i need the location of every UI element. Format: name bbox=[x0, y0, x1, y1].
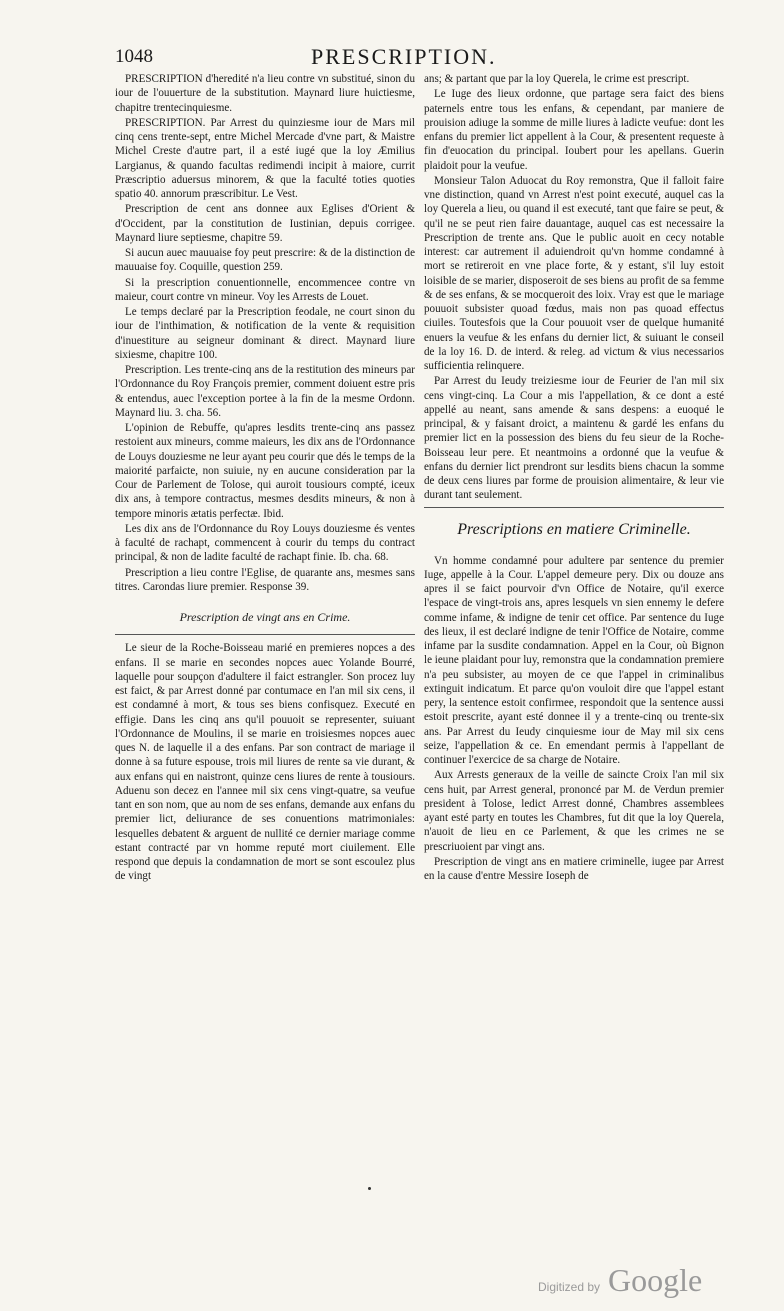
paragraph: Si aucun auec mauuaise foy peut prescrire: & de la distinction de mauuaise foy. Coquille, question 259. bbox=[115, 247, 415, 274]
section-heading-criminal: Prescriptions en matiere Criminelle. bbox=[457, 520, 691, 538]
page-number: 1048 bbox=[115, 46, 153, 67]
right-column bbox=[424, 72, 724, 884]
section-heading-crime: Prescription de vingt ans en Crime. bbox=[179, 610, 351, 624]
paragraph: Vn homme condamné pour adultere par sentence du premier Iuge, appelle à la Cour. L'appel demeure pery. Dix ou douze ans apres il se faict pourvoir d'vn Office de Notaire, qu'il exerce l'espace de vingt-trois ans, apres lesquels vn sien ennemy le defere comme infame, & indigne de tenir cet office. Par sentence du Iuge des lieux, il est declaré indigne de tenir l'Office de Notaire, comme infame par la susdite condamnation. Appel en la Cour, où Bignon le ieune plaidant pour luy, remonstra que la condamnation premiere n'a peu subsister, au moyen de ce que l'appel in criminalibus extinguit indicatum. Et parce qu'on vouloit dire que l'appel estant pery, la sentence estoit confirmee, respondoit que la sentence aussi estoit prescrite, ayant esté donnee il y a trente-cinq ou trente-six ans. Par Arrest du Ieudy cinquiesme iour de May mil six cens seize, l'appellation & ce. En emendant permis à l'appellant de continuer l'exercice de sa charge de Notaire. bbox=[424, 554, 724, 766]
left-column bbox=[115, 72, 415, 885]
paragraph: PRESCRIPTION. Par Arrest du quinziesme iour de Mars mil cinq cens trente-sept, entre Michel Mercade d'vne part, & Maistre Michel Creste d'autre part, il a esté iugé que la loy Æmilius Largianus, & quando facultas redimendi incipit à maiore, currit Præscriptio aduersus minorem, & que la faculté toties quoties spatio 40. annorum præscribitur. Le Vest. bbox=[115, 116, 415, 200]
paragraph: Par Arrest du Ieudy treiziesme iour de Feurier de l'an mil six cens vingt-cinq. La Cour a mis l'appellation, & ce dont a esté appellé au neant, sans amende & sans despens: a euoqué le principal, & y faisant droict, a maintenu & gardé les enfans du premier lict en la possession des biens du feu sieur de la Roche-Boisseau leur pere. Et neantmoins a ordonné que la veufue & enfans du dernier lict prendront sur lesdits biens chacun la somme de deux cens liures par forme de prouision alimentaire, & leur vie durant tant seulement. bbox=[424, 375, 724, 502]
paragraph: Prescription de vingt ans en matiere criminelle, iugee par Arrest en la cause d'entre Messire Ioseph de bbox=[424, 855, 724, 882]
paragraph: Prescription de cent ans donnee aux Eglises d'Orient & d'Occident, par la constitution de Iustinian, depuis corrigee. Maynard liure septiesme, chapitre 59. bbox=[115, 203, 415, 244]
google-watermark bbox=[538, 1262, 748, 1302]
section-rule bbox=[424, 507, 724, 508]
paragraph: L'opinion de Rebuffe, qu'apres lesdits trente-cinq ans passez restoient aux mineurs, comme maieurs, les dix ans de l'Ordonnance de Louys douziesme ne leur ayant peu courir que dés le temps de la maiorité parfaicte, non suiuie, ny en aucune consideration par la Cour de Parlement de Tolose, qui auroit tousiours compté, iceux dix ans, à tempore contractus, mesmes desdits mineurs, & non à tempore minoris ætatis perfectæ. Ibid. bbox=[115, 422, 415, 520]
paragraph: Monsieur Talon Aduocat du Roy remonstra, Que il falloit faire vne distinction, quand vn Arrest n'est point executé, auquel cas la loy Querela a lieu, ou quand il est executé, tant que faire se peut, & qu'il ne se peut rien faire dauantage, auquel cas est necessaire la Prescription de trente ans. Que le public auoit en cecy notable interest: car autrement il aduiendroit qu'vn homme condamné à mort se retireroit en vne place forte, & y estant, s'il luy estoit loisible de se marier, disposeroit de ses biens au profit de sa femme & de ses enfans, & se mocqueroit des loix. Vray est que le mariage pouuoit subsister quoad fœdus, mais non pas quoad effectus ciuiles. Toutesfois que la Cour pouuoit vser de quelque humanité enuers la veufue & les enfans du dernier lict, & suiuant le conseil de la loy 16. D. de interd. & releg. ad victum & vius necessarios sufficientia relinquere. bbox=[424, 174, 724, 372]
watermark-prefix: Digitized by bbox=[538, 1280, 601, 1294]
paragraph: Si la prescription conuentionnelle, encommencee contre vn maieur, court contre vn mineur. Voy les Arrests de Louet. bbox=[115, 276, 415, 303]
paragraph: Prescription. Les trente-cinq ans de la restitution des mineurs par l'Ordonnance du Roy François premier, comment doiuent estre pris & entendus, auec l'exception portee à la fin de la mesme Ordonn. Maynard liu. 3. cha. 56. bbox=[115, 364, 415, 419]
ink-speck bbox=[368, 1187, 371, 1190]
page-header bbox=[115, 44, 705, 70]
watermark-logo: Google bbox=[608, 1262, 703, 1298]
paragraph: ans; & partant que par la loy Querela, le crime est prescript. bbox=[424, 73, 690, 85]
paragraph: Prescription a lieu contre l'Eglise, de quarante ans, mesmes sans titres. Carondas liure premier. Response 39. bbox=[115, 566, 415, 593]
paragraph: PRESCRIPTION d'heredité n'a lieu contre vn substitué, sinon du iour de l'ouuerture de la substitution. Maynard liure huictiesme, chapitre trentecinquiesme. bbox=[115, 73, 415, 114]
paragraph: Aux Arrests generaux de la veille de saincte Croix l'an mil six cens huit, par Arrest general, prononcé par M. de Verdun premier president à Tolose, ledict Arrest donné, Chambres assemblees ayant esté party en toutes les Chambres, fut dit que la loy Querela, n'auoit de lieu en ce Parlement, & que les crimes ne se prescriuoient par vingt ans. bbox=[424, 769, 724, 853]
heading-rule bbox=[115, 634, 415, 635]
paragraph: Le Iuge des lieux ordonne, que partage sera faict des biens paternels entre tous les enfans, & cependant, par maniere de prouision adiuge la somme de mille liures à ladicte veufue: dont les enfans du premier lict appellent à la Cour, & presentent requeste à fin d'euocation du principal. Ioubert pour les apellans. Guerin plaidoit pour la veufue. bbox=[424, 88, 724, 172]
paragraph: Le temps declaré par la Prescription feodale, ne court sinon du iour de l'inthimation, & notification de la vente & requisition d'inuestiture au seigneur dominant & direct. Maynard liure sixiesme, chapitre 100. bbox=[115, 306, 415, 361]
running-head: PRESCRIPTION. bbox=[311, 44, 497, 69]
paragraph: Les dix ans de l'Ordonnance du Roy Louys douziesme és ventes à faculté de rachapt, commencent à courir du temps du contract principal, & non de ladite faculté de rachapt finie. Ib. cha. 68. bbox=[115, 522, 415, 564]
paragraph: Le sieur de la Roche-Boisseau marié en premieres nopces a des enfans. Il se marie en secondes nopces auec Yolande Bourré, laquelle pour soupçon d'adultere il faict estrangler. Son procez luy est faict, & par Arrest donné par contumace en l'an mil six cens, il est condamné à mort, & tous ses biens confisquez. Executé en effigie. Dans les cinq ans qu'il pouuoit se representer, suiuant l'Ordonnance de Moulins, il se marie en troisiesmes nopces auec ques N. de laquelle il a des enfans. Par son contract de mariage il donne à sa future espouse, trois mil liures de rente sa vie durant, & aux enfans qui en naistront, quinze cens liures de rente à tousiours. Aduenu son decez en l'annee mil six cens vingt-quatre, sa veufue tant en son nom, que au nom de ses enfans, demande aux enfans du premier lict, deliurance de ses conuentions matrimoniales: lesquelles debatent & arguent de nullité ce dernier mariage comme estant contracté par vn homme reputé mort ciuilement. Elle respond que depuis la condamnation de mort se sont escoulez plus de vingt bbox=[115, 642, 415, 883]
